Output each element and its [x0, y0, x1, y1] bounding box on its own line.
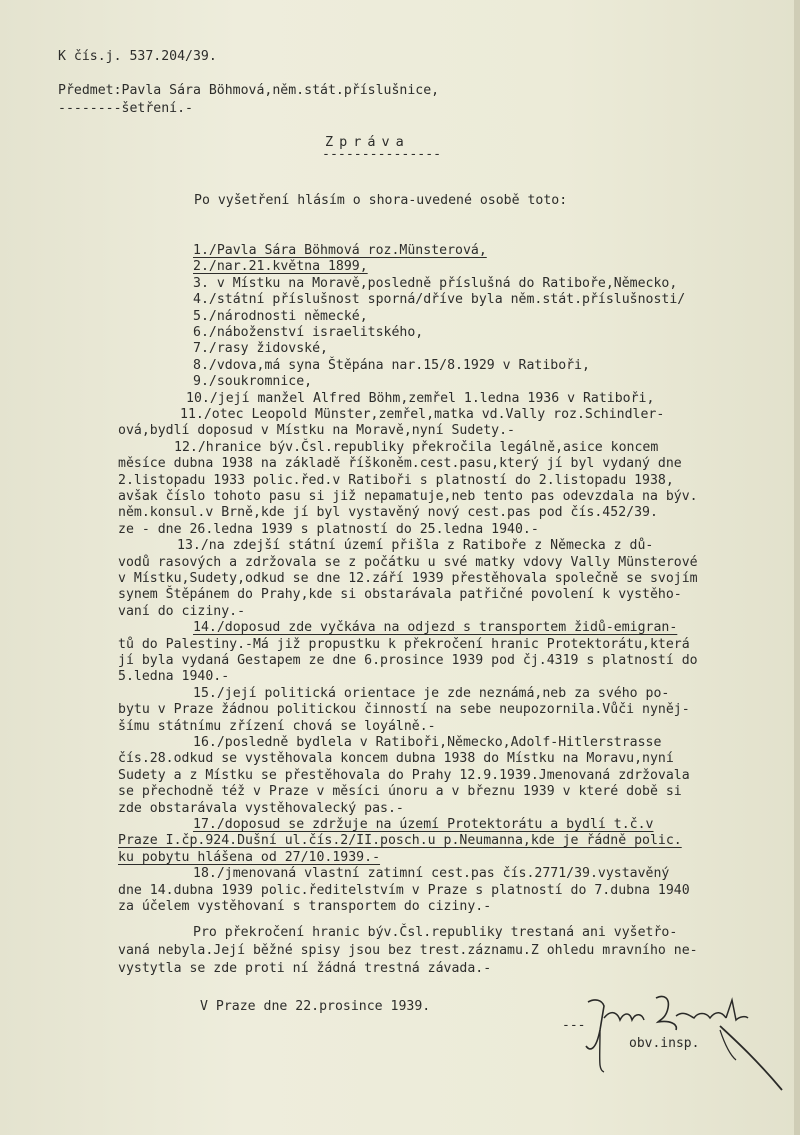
- report-line: 15./její politická orientace je zde neznámá,neb za svého po-: [193, 685, 670, 701]
- report-line: vaní do ciziny.-: [118, 603, 246, 619]
- report-line: 16./posledně bydlela v Ratiboři,Německo,Adolf-Hitlerstrasse: [193, 735, 662, 750]
- report-line: měsíce dubna 1938 na základě říškoněm.cest.pasu,který jí byl vydaný dne: [118, 456, 682, 472]
- report-line: 14./doposud zde vyčkáva na odjezd s transportem židů-emigran-: [193, 620, 678, 636]
- report-line: 12./hranice býv.Čsl.republiky překročila legálně,asice koncem: [174, 439, 659, 455]
- report-line: šímu státnímu zřízení chová se loyálně.-: [118, 718, 436, 734]
- report-line: 5./národnosti německé,: [193, 308, 368, 324]
- report-line: bytu v Praze žádnou politickou činností na sebe neupozornila.Vůči nyněj-: [118, 702, 690, 718]
- report-line: vodů rasových a zdržovala se z počátku u své matky vdovy Vally Münsterové: [118, 554, 698, 570]
- subject-line-2: --------šetření.-: [58, 101, 193, 116]
- intro-text: Po vyšetření hlásím o shora-uvedené osobě toto:: [194, 193, 568, 208]
- report-line: 9./soukromnice,: [193, 374, 313, 390]
- report-line: 2.listopadu 1933 polic.řed.v Ratiboři s platností do 2.listopadu 1938,: [118, 472, 674, 488]
- report-line: 10./její manžel Alfred Böhm,zemřel 1.ledna 1936 v Ratiboři,: [186, 390, 655, 406]
- report-line: 7./rasy židovské,: [193, 341, 328, 357]
- closing-line: vystytla se zde proti ní žádná trestná závada.-: [118, 961, 492, 976]
- document-title: Zpráva: [325, 134, 410, 150]
- title-rule: ---------------: [322, 147, 442, 162]
- signature-dashes: ---: [562, 1018, 586, 1033]
- report-line: ová,bydlí doposud v Místku na Moravě,nyní Sudety.-: [118, 423, 515, 439]
- report-line: zde obstarávala vystěhovalecký pas.-: [118, 800, 404, 816]
- place-and-date: V Praze dne 22.prosince 1939.: [200, 999, 431, 1014]
- report-line: jí byla vydaná Gestapem ze dne 6.prosince 1939 pod čj.4319 s platností do: [118, 653, 698, 668]
- report-line: Praze I.čp.924.Dušní ul.čís.2/II.posch.u p.Neumanna,kde je řádně polic.: [118, 833, 682, 849]
- report-line: čís.28.odkud se vystěhovala koncem dubna 1938 do Místku na Moravu,nyní: [118, 751, 674, 767]
- report-line: v Místku,Sudety,odkud se dne 12.září 1939 přestěhovala společně se svojím: [118, 571, 698, 586]
- report-line: něm.konsul.v Brně,kde jí byl vystavěný nový cest.pas pod čís.452/39.: [118, 505, 658, 521]
- report-line: tů do Palestiny.-Má již propustku k překročení hranic Protektorátu,která: [118, 636, 690, 652]
- report-line: 11./otec Leopold Münster,zemřel,matka vd.Vally roz.Schindler-: [180, 407, 665, 422]
- report-line: se přechodně též v Praze v měsíci únoru a v březnu 1939 v které době si: [118, 784, 682, 800]
- report-line: ze - dne 26.ledna 1939 s platností do 25.ledna 1940.-: [118, 521, 539, 537]
- report-line: Sudety a z Místku se přestěhovala do Prahy 12.9.1939.Jmenovaná zdržovala: [118, 767, 690, 783]
- report-line: 1./Pavla Sára Böhmová roz.Münsterová,: [193, 243, 487, 258]
- report-line: 3. v Místku na Moravě,posledně příslušná do Ratiboře,Německo,: [193, 275, 678, 291]
- report-line: 17./doposud se zdržuje na území Protektorátu a bydlí t.č.v: [193, 817, 654, 832]
- closing-line: Pro překročení hranic býv.Čsl.republiky trestaná ani vyšetřo-: [193, 925, 678, 940]
- report-line: 13./na zdejší státní území přišla z Ratiboře z Německa z dů-: [177, 538, 654, 554]
- reference-number: K čís.j. 537.204/39.: [58, 49, 217, 64]
- handwritten-signature: [560, 990, 790, 1100]
- report-line: ku pobytu hlášena od 27/10.1939.-: [118, 849, 381, 865]
- report-line: 5.ledna 1940.-: [118, 669, 230, 685]
- report-line: 2./nar.21.května 1899,: [193, 259, 368, 275]
- report-line: 18./jmenovaná vlastní zatimní cest.pas čís.2771/39.vystavěný: [193, 866, 670, 882]
- report-line: 6./náboženství israelitského,: [193, 325, 424, 340]
- closing-line: vaná nebyla.Její běžné spisy jsou bez trest.záznamu.Z ohledu mravního ne-: [118, 943, 698, 958]
- report-line: 4./státní příslušnost sporná/dříve byla něm.stát.příslušnosti/: [193, 292, 686, 308]
- report-line: dne 14.dubna 1939 polic.ředitelstvím v Praze s platností do 7.dubna 1940: [118, 882, 690, 898]
- paper-edge: [794, 0, 800, 1135]
- report-line: synem Štěpánem do Prahy,kde si obstarávala patřičné povolení k vystěho-: [118, 587, 682, 603]
- report-line: avšak číslo tohoto pasu si již nepamatuje,neb tento pas odevzdala na býv.: [118, 489, 698, 504]
- subject-line: Předmet:Pavla Sára Böhmová,něm.stát.příslušnice,: [58, 83, 440, 98]
- signatory-title: obv.insp.: [629, 1036, 700, 1051]
- report-line: za účelem vystěhovaní s transportem do ciziny.-: [118, 899, 492, 914]
- report-line: 8./vdova,má syna Štěpána nar.15/8.1929 v Ratiboři,: [193, 357, 590, 373]
